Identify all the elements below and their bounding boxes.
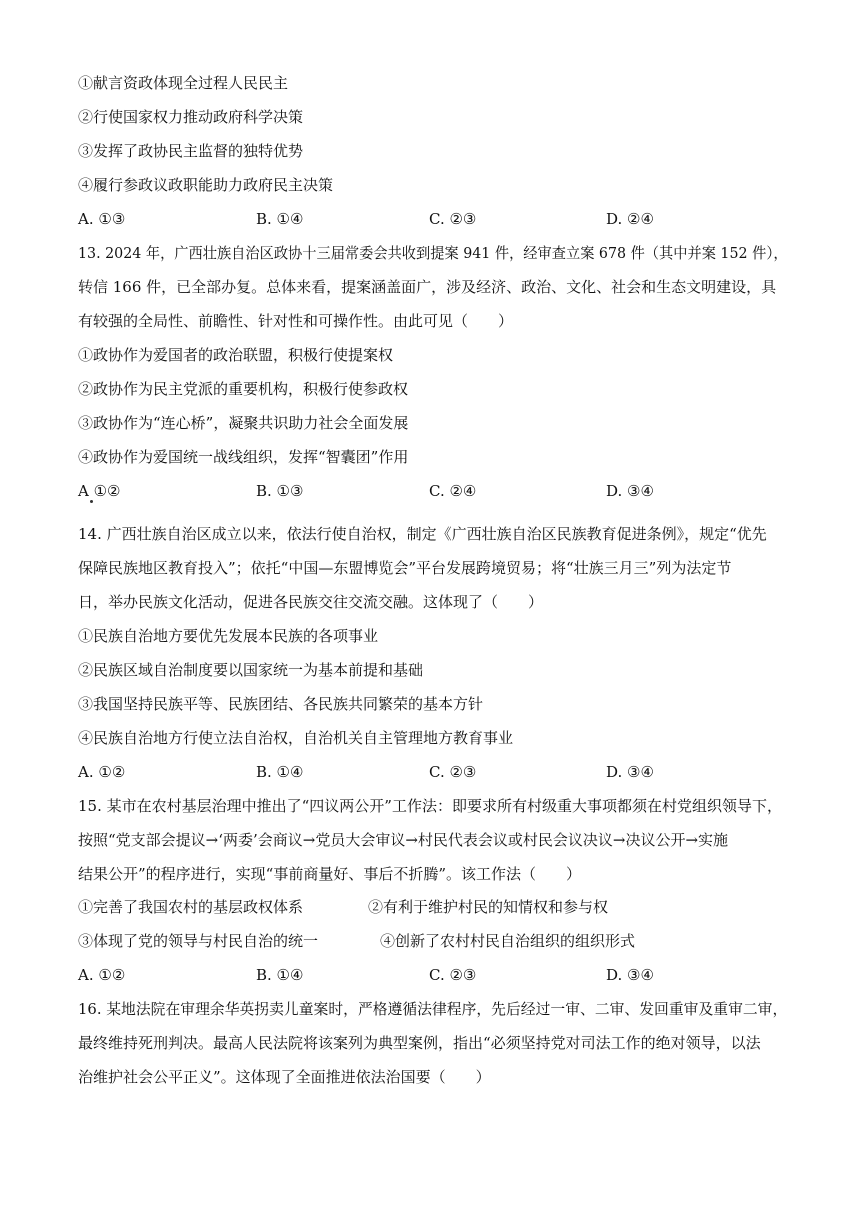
- q15-choice-d[interactable]: D. ③④: [606, 966, 654, 984]
- q16-stem-line-2: 最终维持死刑判决。最高人民法院将该案列为典型案例，指出“必须坚持党对司法工作的绝对领导，以法: [78, 1034, 761, 1052]
- q16-stem-line-1: 16. 某地法院在审理余华英拐卖儿童案时，严格遵循法律程序，先后经过一审、二审、发回重审及重审二审，: [78, 1000, 788, 1018]
- q15-choice-a[interactable]: A. ①②: [78, 966, 126, 984]
- q14-choice-b[interactable]: B. ①④: [256, 763, 304, 781]
- q14-choice-c[interactable]: C. ②③: [429, 763, 477, 781]
- q15-choice-c[interactable]: C. ②③: [429, 966, 477, 984]
- q16-stem-line-3: 治维护社会公平正义”。这体现了全面推进依法治国要（ ）: [78, 1068, 491, 1086]
- q13-choice-a[interactable]: A ①②: [78, 482, 121, 500]
- q12-choice-d[interactable]: D. ②④: [606, 210, 654, 228]
- q13-choice-d[interactable]: D. ③④: [606, 482, 654, 500]
- q12-choice-a[interactable]: A. ①③: [78, 210, 126, 228]
- q15-option-3: ③体现了党的领导与村民自治的统一: [78, 932, 319, 950]
- q15-stem-line-1: 15. 某市在农村基层治理中推出了“四议两公开”工作法：即要求所有村级重大事项都须在村党组织领导下，: [78, 797, 782, 815]
- q12-choices: [78, 209, 788, 229]
- q12-option-1: ①献言资政体现全过程人民民主: [78, 74, 289, 92]
- q13-choice-c[interactable]: C. ②④: [429, 482, 477, 500]
- q13-choice-b[interactable]: B. ①③: [256, 482, 304, 500]
- q12-option-3: ③发挥了政协民主监督的独特优势: [78, 142, 304, 160]
- q14-option-3: ③我国坚持民族平等、民族团结、各民族共同繁荣的基本方针: [78, 695, 484, 713]
- q15-option-4: ④创新了农村村民自治组织的组织形式: [380, 932, 636, 950]
- q13-option-4: ④政协作为爱国统一战线组织，发挥“智囊团”作用: [78, 448, 409, 466]
- q15-stem-line-3: 结果公开”的程序进行，实现“事前商量好、事后不折腾”。该工作法（ ）: [78, 865, 582, 883]
- q12-option-4: ④履行参政议政职能助力政府民主决策: [78, 176, 334, 194]
- q13-option-1: ①政协作为爱国者的政治联盟，积极行使提案权: [78, 346, 394, 364]
- q15-choices: [78, 965, 788, 985]
- q13-option-3: ③政协作为“连心桥”，凝聚共识助力社会全面发展: [78, 414, 409, 432]
- q12-choice-c[interactable]: C. ②③: [429, 210, 477, 228]
- q12-choice-b[interactable]: B. ①④: [256, 210, 304, 228]
- q12-option-2: ②行使国家权力推动政府科学决策: [78, 108, 304, 126]
- q13-stem-line-3: 有较强的全局性、前瞻性、针对性和可操作性。由此可见（ ）: [78, 312, 514, 330]
- q14-stem-line-2: 保障民族地区教育投入”；依托“中国—东盟博览会”平台发展跨境贸易；将“壮族三月三”列为法定节: [78, 559, 732, 577]
- q14-option-1: ①民族自治地方要优先发展本民族的各项事业: [78, 627, 379, 645]
- q14-choice-a[interactable]: A. ①②: [78, 763, 126, 781]
- q15-option-1: ①完善了我国农村的基层政权体系: [78, 898, 304, 916]
- q13-option-2: ②政协作为民主党派的重要机构，积极行使参政权: [78, 380, 409, 398]
- q15-stem-line-2: 按照“党支部会提议→‘两委’会商议→党员大会审议→村民代表会议或村民会议决议→决议公开→实施: [78, 831, 729, 849]
- q15-choice-b[interactable]: B. ①④: [256, 966, 304, 984]
- q13-choices: [78, 481, 788, 501]
- q14-stem-line-1: 14. 广西壮族自治区成立以来，依法行使自治权，制定《广西壮族自治区民族教育促进条例》，规定“优先: [78, 525, 767, 543]
- q15-option-2: ②有利于维护村民的知情权和参与权: [368, 898, 609, 916]
- q14-option-2: ②民族区域自治制度要以国家统一为基本前提和基础: [78, 661, 424, 679]
- q14-choice-d[interactable]: D. ③④: [606, 763, 654, 781]
- q13-stem-line-1: 13. 2024 年，广西壮族自治区政协十三届常委会共收到提案 941 件，经审查立案 678 件（其中并案 152 件），: [78, 244, 788, 262]
- stray-dot-mark: [90, 500, 93, 503]
- q14-choices: [78, 762, 788, 782]
- q13-stem-line-2: 转信 166 件，已全部办复。总体来看，提案涵盖面广，涉及经济、政治、文化、社会和生态文明建设，具: [78, 278, 777, 296]
- q14-option-4: ④民族自治地方行使立法自治权，自治机关自主管理地方教育事业: [78, 729, 514, 747]
- q14-stem-line-3: 日，举办民族文化活动，促进各民族交往交流交融。这体现了（ ）: [78, 593, 544, 611]
